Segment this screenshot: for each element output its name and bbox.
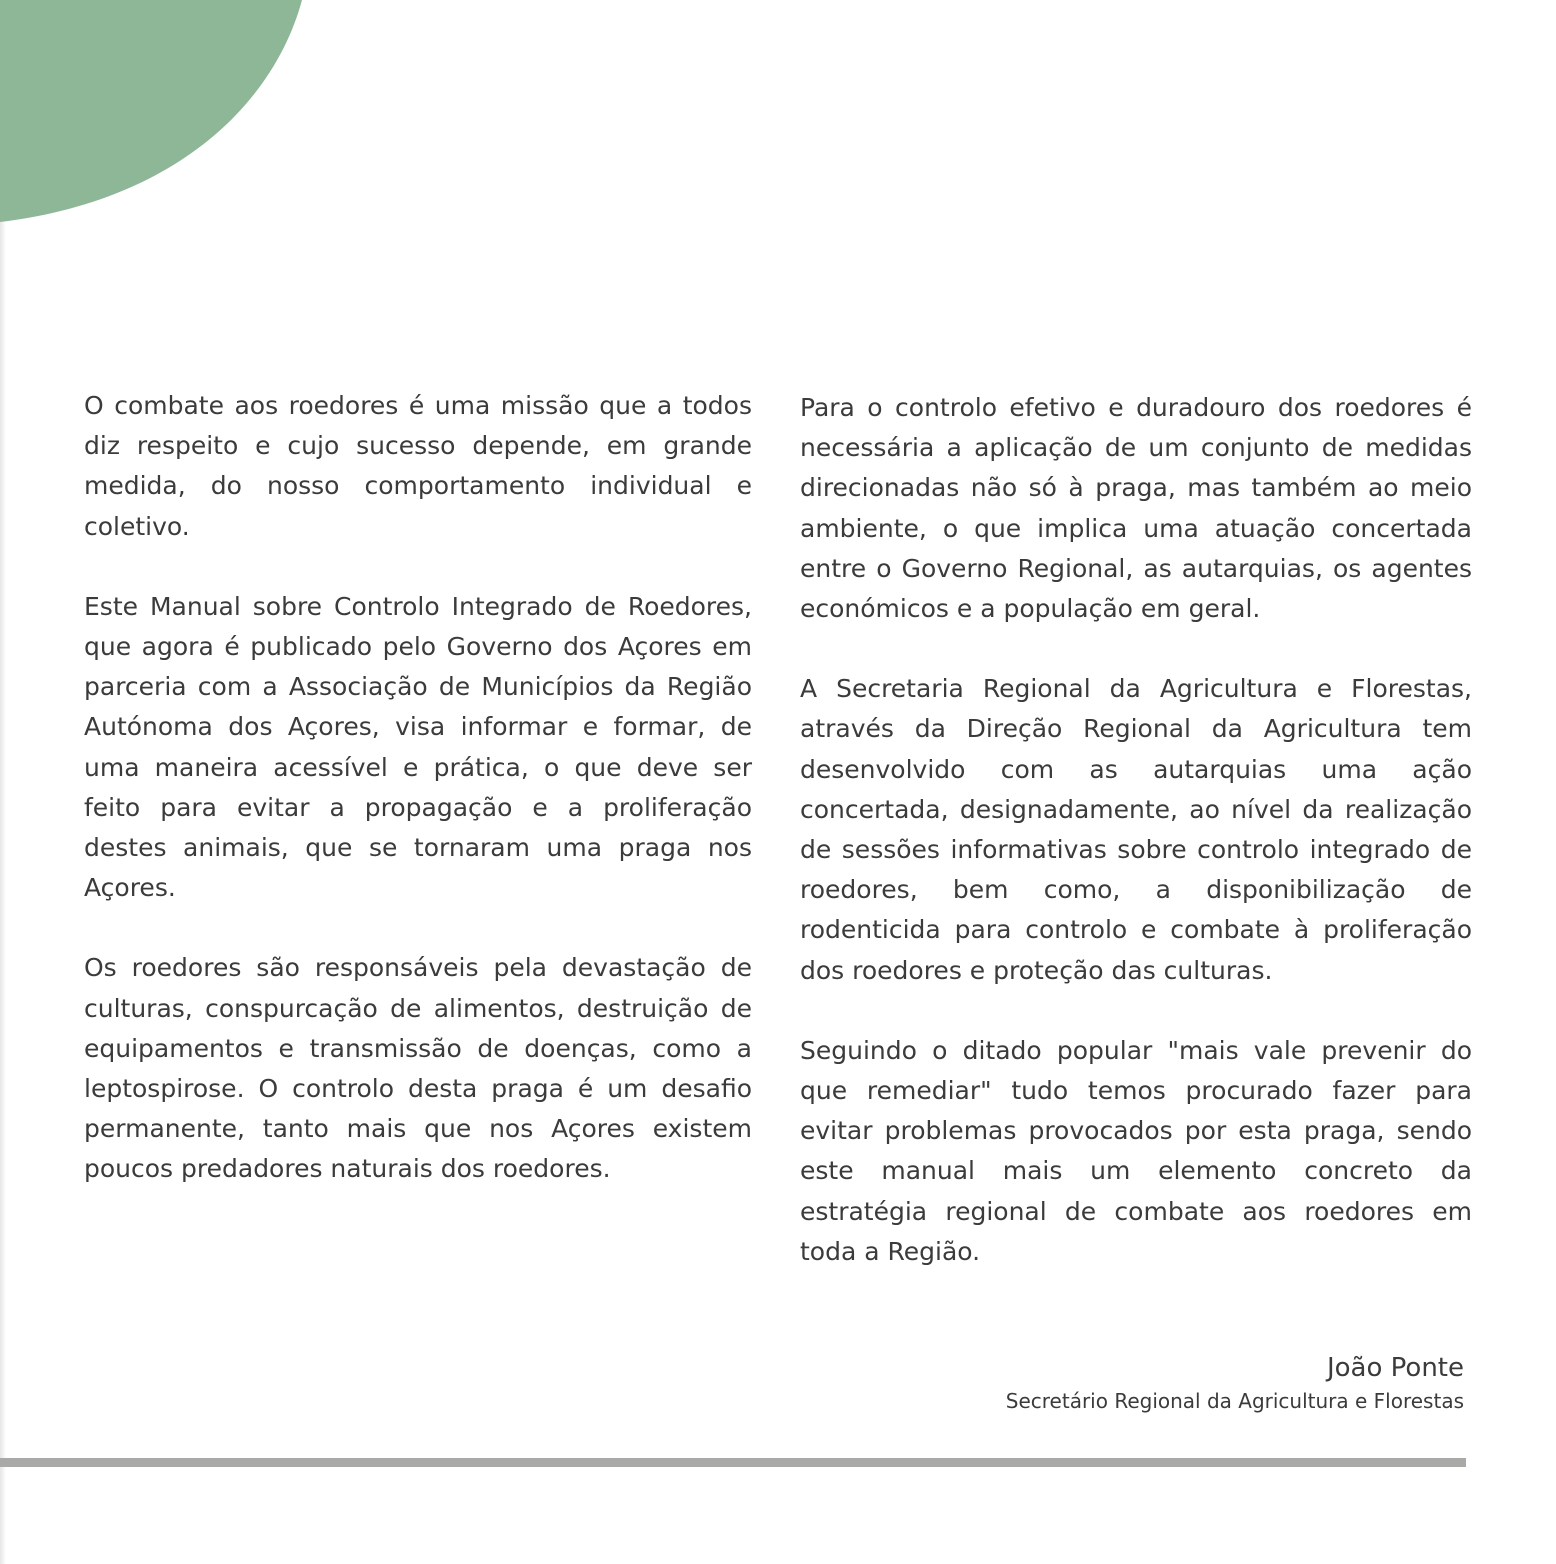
right-paragraph-3: Seguindo o ditado popular "mais vale prevenir do que remediar" tudo temos procurado fazer para evitar problemas provocados por esta praga, sendo este manual mais um elemento concreto da estratégia regional de combate aos roedores em toda a Região. [800,1035,1472,1266]
left-paragraph-2: Este Manual sobre Controlo Integrado de Roedores, que agora é publicado pelo Governo dos Açores em parceria com a Associação de Municípios da Região Autónoma dos Açores, visa informar e formar, de uma maneira acessível e prática, o que deve ser feito para evitar a propagação e a proliferação destes animais, que se tornaram uma praga nos Açores. [84,591,752,903]
right-text-column [800,388,1472,1312]
left-paragraph-1: O combate aos roedores é uma missão que a todos diz respeito e cujo sucesso depende, em grande medida, do nosso comportamento individual e coletivo. [84,391,752,541]
right-paragraph-1: Para o controlo efetivo e duradouro dos roedores é necessária a aplicação de um conjunto de medidas direcionadas não só à praga, mas também ao meio ambiente, o que implica uma atuação concertada entre o Governo Regional, as autarquias, os agentes económicos e a população em geral. [800,393,1472,624]
signature-block [1006,1350,1464,1416]
left-text-column [84,386,752,1230]
page-edge-shadow [0,0,6,1564]
signatory-name: João Ponte [1326,1353,1464,1383]
green-corner-decoration [0,0,310,230]
bottom-divider [0,1458,1466,1467]
left-paragraph-3: Os roedores são responsáveis pela devastação de culturas, conspurcação de alimentos, destruição de equipamentos e transmissão de doenças, como a leptospirose. O controlo desta praga é um desafio permanente, tanto mais que nos Açores existem poucos predadores naturais dos roedores. [84,953,752,1184]
right-paragraph-2: A Secretaria Regional da Agricultura e Florestas, através da Direção Regional da Agricultura tem desenvolvido com as autarquias uma ação concertada, designadamente, ao nível da realização de sessões informativas sobre controlo integrado de roedores, bem como, a disponibilização de rodenticida para controlo e combate à proliferação dos roedores e proteção das culturas. [800,674,1472,985]
signatory-role: Secretário Regional da Agricultura e Florestas [1005,1389,1464,1413]
